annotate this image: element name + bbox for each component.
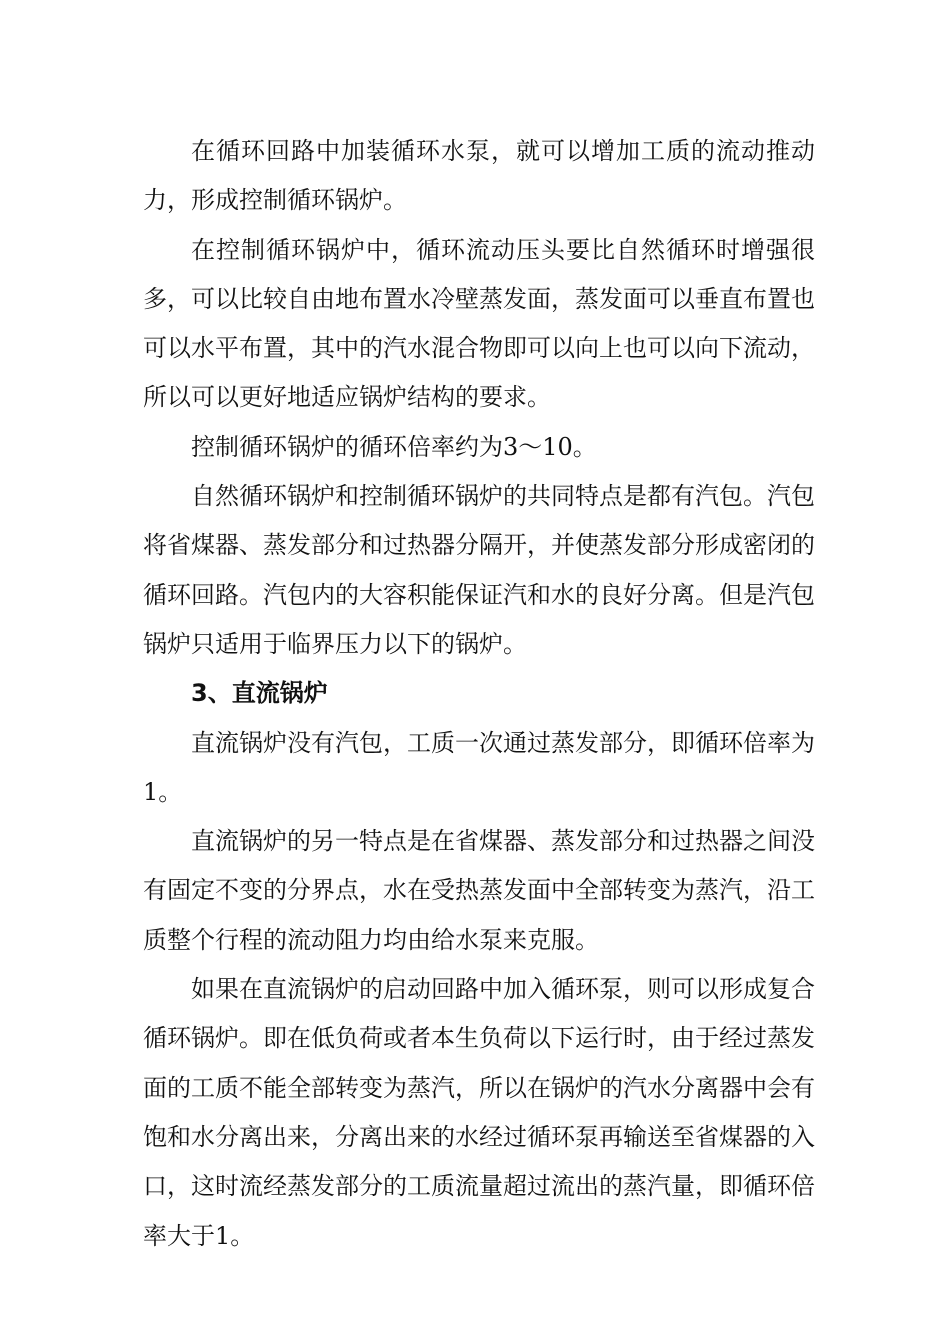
paragraph-circulation-ratio: 控制循环锅炉的循环倍率约为3～10。 — [191, 432, 597, 461]
document-body — [143, 127, 815, 1261]
paragraph-once-through-feature: 直流锅炉的另一特点是在省煤器、蒸发部分和过热器之间没有固定不变的分界点，水在受热蒸发面中全部转变为蒸汽，沿工质整个行程的流动阻力均由给水泵来克服。 — [143, 827, 815, 954]
paragraph-controlled-circulation: 在控制循环锅炉中，循环流动压头要比自然循环时增强很多，可以比较自由地布置水冷壁蒸发面，蒸发面可以垂直布置也可以水平布置，其中的汽水混合物即可以向上也可以向下流动，所以可以更好地适应锅炉结构的要求。 — [143, 235, 815, 412]
paragraph-once-through-no-drum: 直流锅炉没有汽包，工质一次通过蒸发部分，即循环倍率为1。 — [143, 728, 815, 806]
section-heading-once-through-boiler: 3、直流锅炉 — [191, 679, 328, 708]
paragraph-combined-circulation: 如果在直流锅炉的启动回路中加入循环泵，则可以形成复合循环锅炉。即在低负荷或者本生负荷以下运行时，由于经过蒸发面的工质不能全部转变为蒸汽，所以在锅炉的汽水分离器中会有饱和水分离出来，分离出来的水经过循环泵再输送至省煤器的入口，这时流经蒸发部分的工质流量超过流出的蒸汽量，即循环倍率大于1。 — [143, 975, 815, 1250]
paragraph-drum-features: 自然循环锅炉和控制循环锅炉的共同特点是都有汽包。汽包将省煤器、蒸发部分和过热器分隔开，并使蒸发部分形成密闭的循环回路。汽包内的大容积能保证汽和水的良好分离。但是汽包锅炉只适用于临界压力以下的锅炉。 — [143, 482, 815, 658]
paragraph-pump-added: 在循环回路中加装循环水泵，就可以增加工质的流动推动力，形成控制循环锅炉。 — [143, 137, 815, 215]
